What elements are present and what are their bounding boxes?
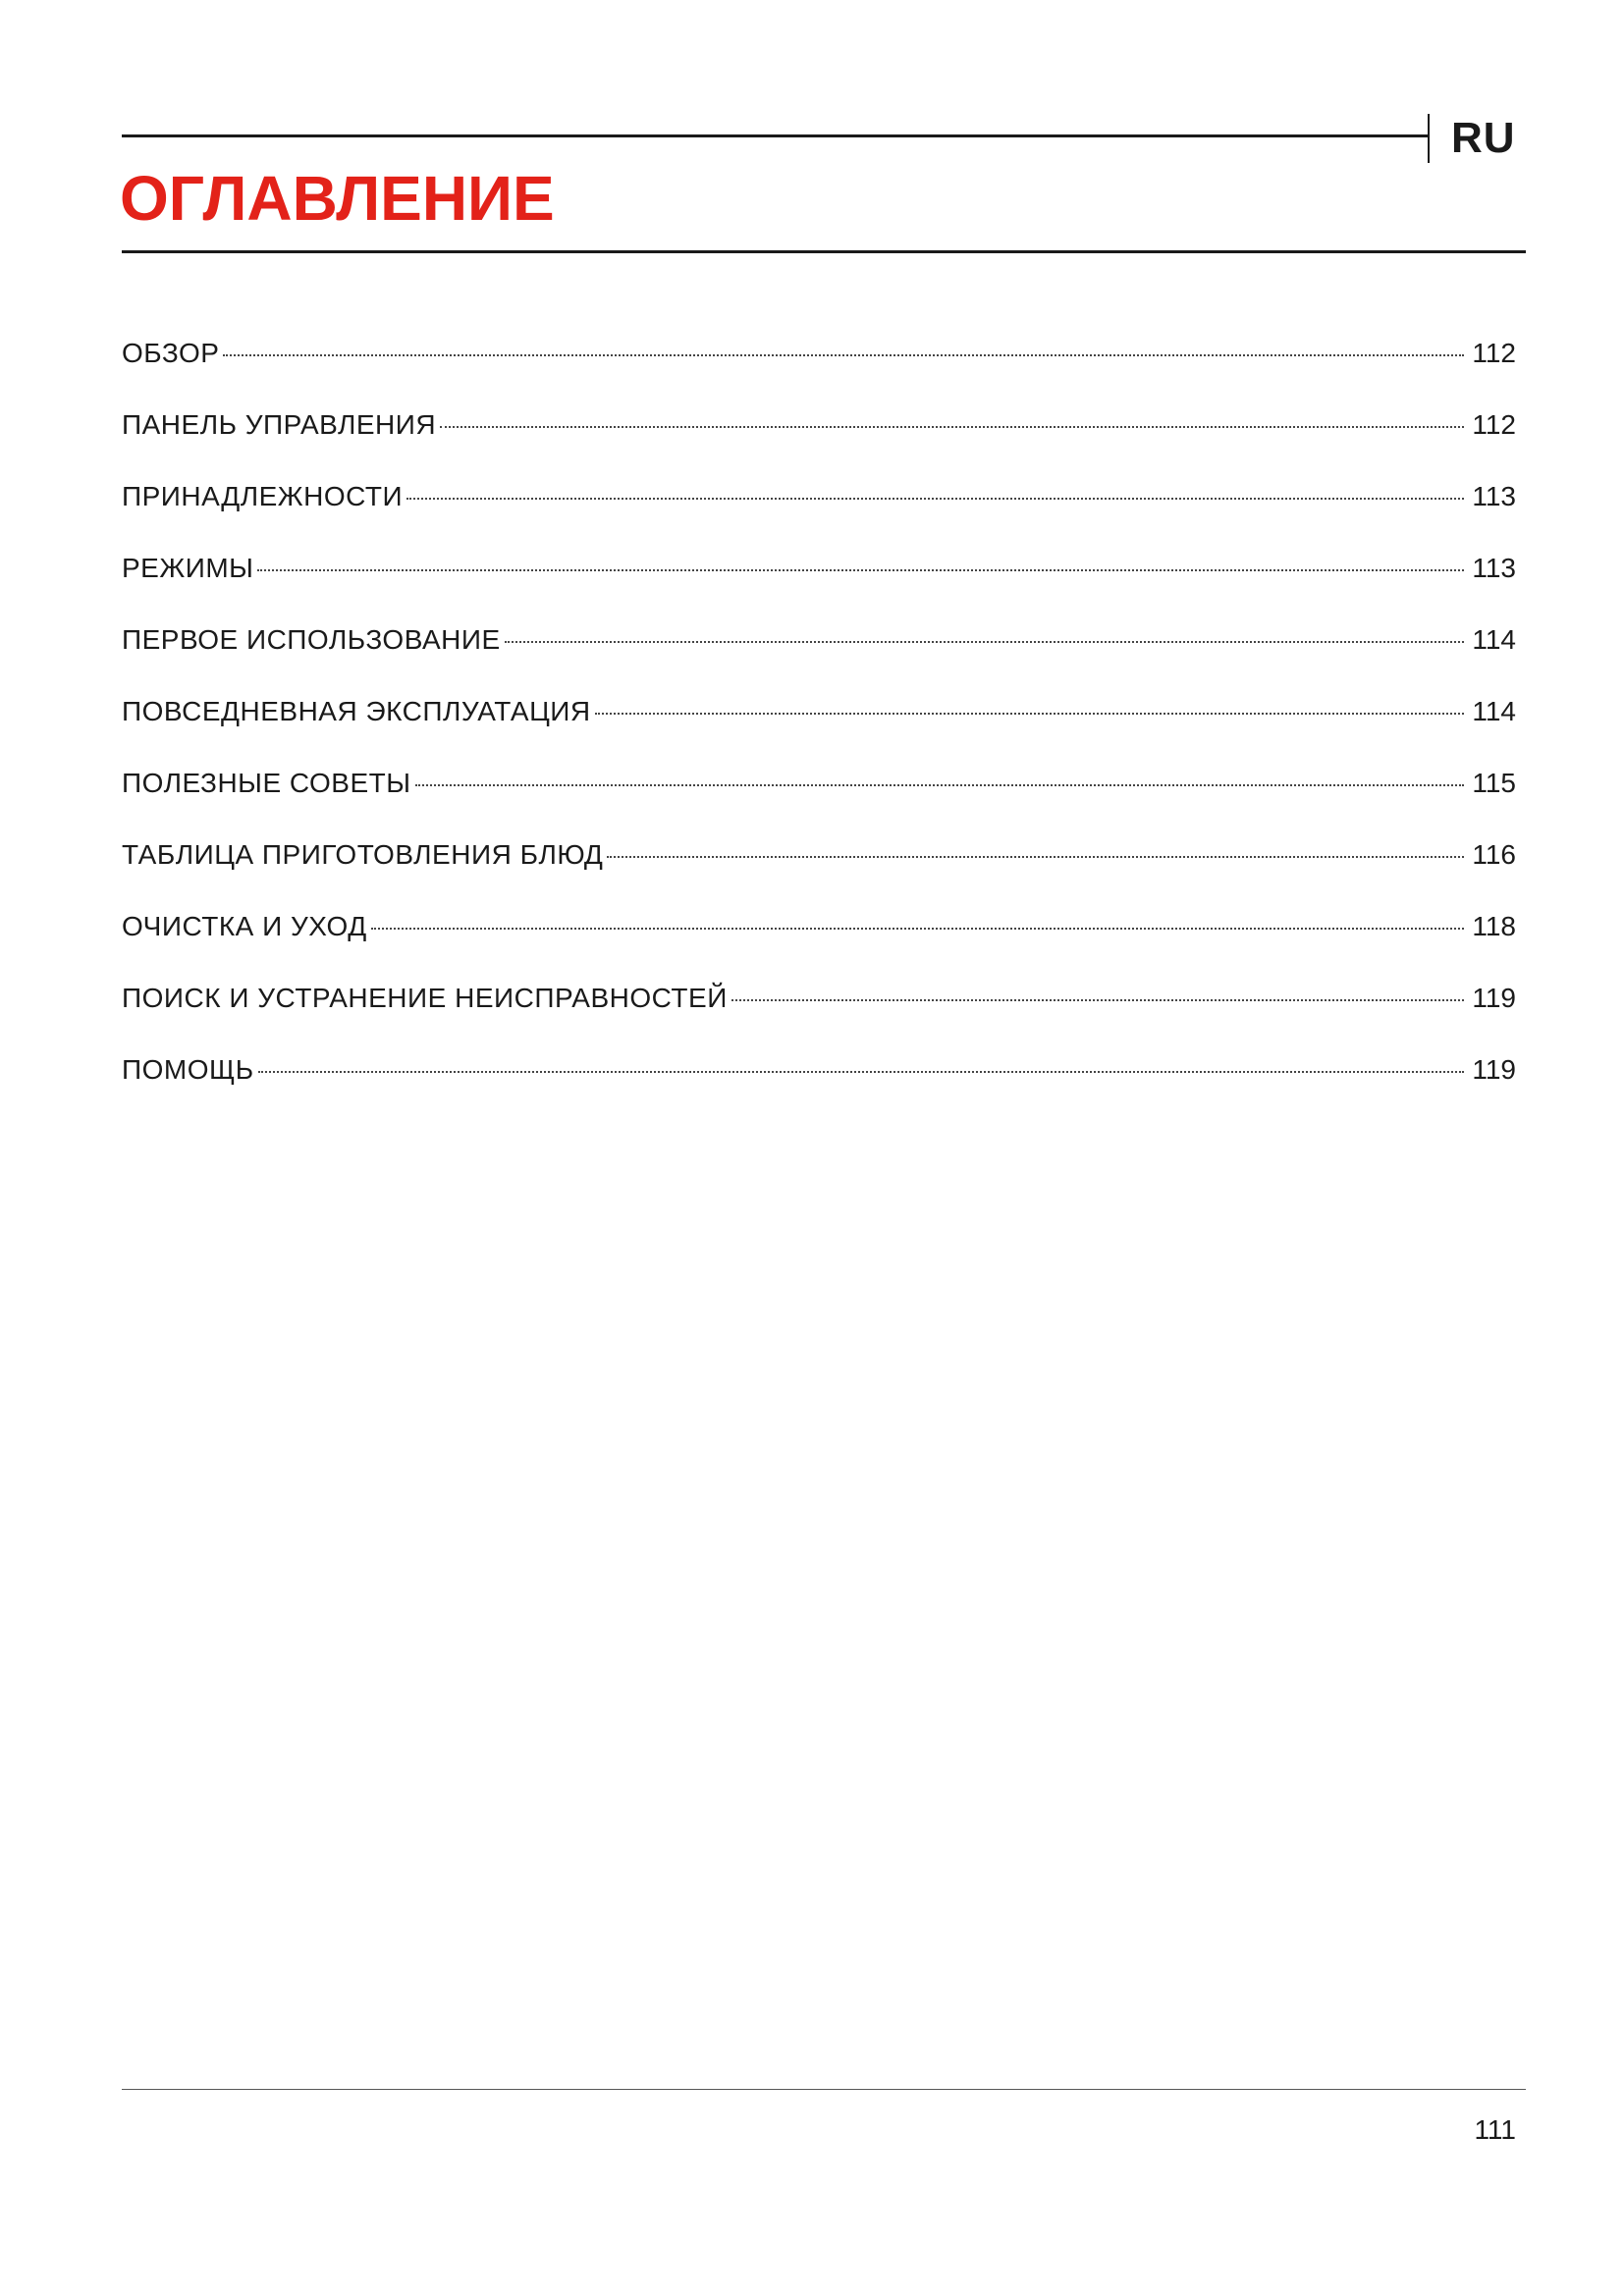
table-of-contents [122,334,1516,1122]
toc-label: РЕЖИМЫ [122,553,254,583]
toc-label: ТАБЛИЦА ПРИГОТОВЛЕНИЯ БЛЮД [122,839,604,870]
toc-leader-dots [223,354,1464,356]
toc-leader-dots [371,928,1465,930]
toc-page-number: 113 [1472,553,1516,583]
language-label: RU [1451,114,1516,162]
toc-item-overview[interactable] [122,334,1516,405]
toc-item-cleaning-care[interactable] [122,907,1516,979]
toc-page-number: 114 [1472,624,1516,655]
toc-label: ПОМОЩЬ [122,1054,254,1085]
toc-label: ПЕРВОЕ ИСПОЛЬЗОВАНИЕ [122,624,501,655]
toc-label: ОБЗОР [122,338,220,368]
toc-label: ПОЛЕЗНЫЕ СОВЕТЫ [122,768,411,798]
footer-rule [122,2089,1526,2090]
toc-leader-dots [731,999,1465,1001]
toc-item-troubleshooting[interactable] [122,979,1516,1050]
page-title: ОГЛАВЛЕНИЕ [120,163,555,234]
toc-label: ПОВСЕДНЕВНАЯ ЭКСПЛУАТАЦИЯ [122,696,591,726]
toc-item-control-panel[interactable] [122,405,1516,477]
toc-item-first-use[interactable] [122,620,1516,692]
toc-item-daily-use[interactable] [122,692,1516,764]
toc-page-number: 113 [1472,481,1516,511]
toc-item-help[interactable] [122,1050,1516,1122]
toc-leader-dots [258,1071,1465,1073]
toc-leader-dots [440,426,1464,428]
toc-label: ПАНЕЛЬ УПРАВЛЕНИЯ [122,409,437,440]
toc-page-number: 112 [1472,409,1516,440]
toc-page-number: 112 [1472,338,1516,368]
toc-page-number: 119 [1472,983,1516,1013]
toc-page-number: 116 [1472,839,1516,870]
header-rule [122,134,1428,137]
toc-label: ПОИСК И УСТРАНЕНИЕ НЕИСПРАВНОСТЕЙ [122,983,728,1013]
toc-leader-dots [257,569,1464,571]
header-divider-tick [1428,114,1430,163]
toc-leader-dots [607,856,1464,858]
toc-leader-dots [505,641,1465,643]
toc-page-number: 119 [1472,1054,1516,1085]
toc-label: ПРИНАДЛЕЖНОСТИ [122,481,404,511]
toc-item-accessories[interactable] [122,477,1516,549]
toc-leader-dots [415,784,1465,786]
toc-item-useful-tips[interactable] [122,764,1516,835]
toc-leader-dots [595,713,1465,715]
page-number: 111 [1474,2114,1516,2145]
toc-item-modes[interactable] [122,549,1516,620]
toc-leader-dots [406,498,1464,500]
toc-item-cooking-table[interactable] [122,835,1516,907]
toc-page-number: 115 [1472,768,1516,798]
toc-page-number: 118 [1472,911,1516,941]
toc-page-number: 114 [1472,696,1516,726]
toc-label: ОЧИСТКА И УХОД [122,911,367,941]
title-rule [122,250,1526,253]
